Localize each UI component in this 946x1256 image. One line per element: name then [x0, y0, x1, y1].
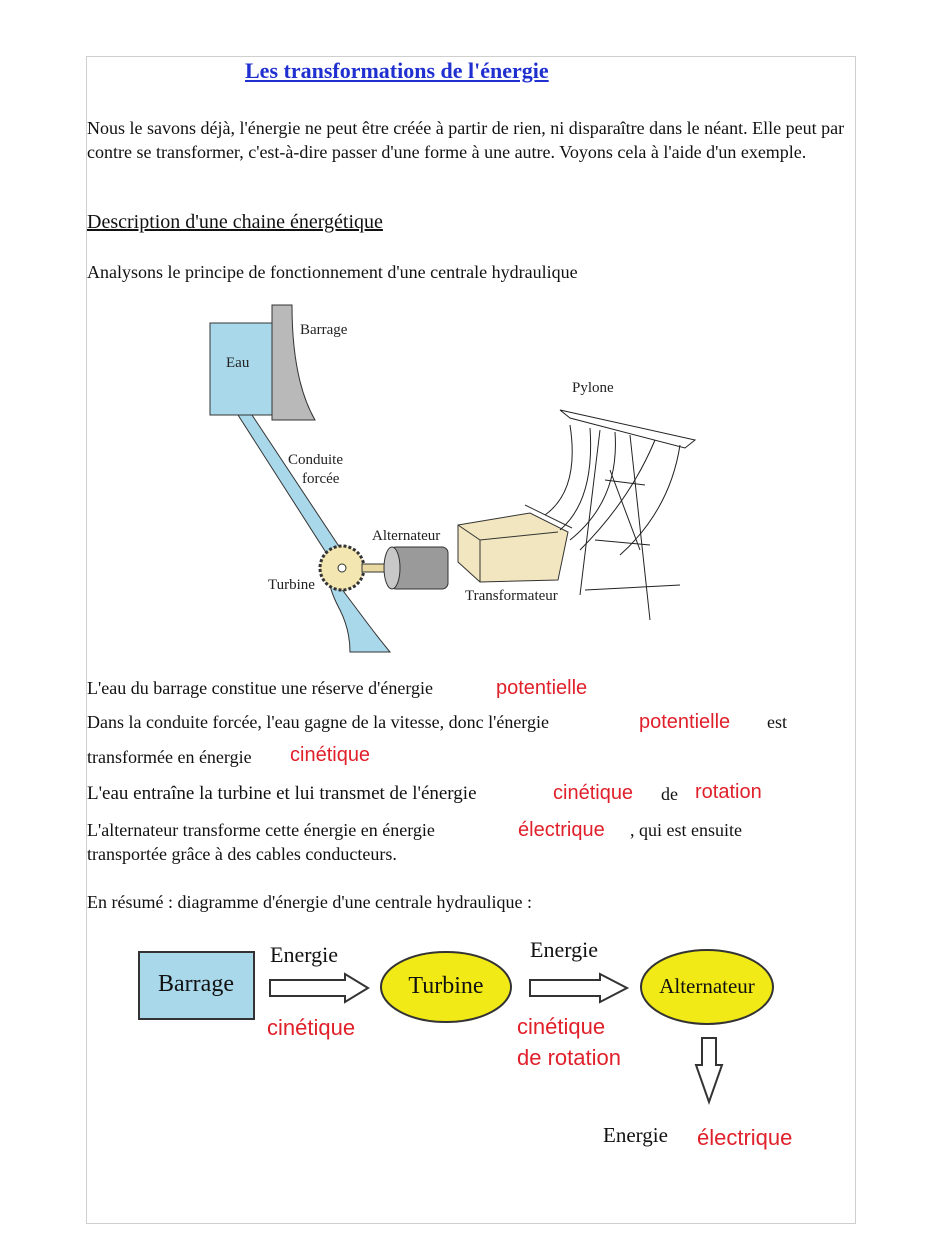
line-3-answer: cinétique	[290, 744, 371, 766]
line-2-end: est	[767, 712, 787, 732]
pylon-frame	[580, 430, 680, 620]
transformer-box	[458, 513, 568, 582]
flow-output-answer: électrique	[697, 1125, 793, 1150]
label-transformateur: Transformateur	[465, 588, 558, 604]
label-conduite-1: Conduite	[288, 452, 343, 468]
flow-box-barrage-label: Barrage	[158, 971, 234, 997]
flow-node-turbine-label: Turbine	[408, 973, 484, 999]
summary-text: En résumé : diagramme d'énergie d'une centrale hydraulique :	[87, 892, 532, 912]
flow-node-alternateur-label: Alternateur	[659, 974, 755, 998]
line-5-end: , qui est ensuite	[630, 820, 742, 840]
flow-arrow-2	[530, 974, 627, 1002]
line-2-answer: potentielle	[639, 711, 731, 733]
flow-arrow-down	[696, 1038, 722, 1102]
flow-arrow-2-label: Energie	[530, 937, 599, 962]
line-4-answer-2: rotation	[695, 781, 762, 803]
turbine-hub	[338, 564, 346, 572]
intro-paragraph: Nous le savons déjà, l'énergie ne peut être créée à partir de rien, ni disparaître dans le néant. Elle peut par contre se transformer, c'est-à-dire passer d'une forme à une autre. Voyons cela à l'aide d'un exemple.	[87, 118, 845, 162]
line-1-answer: potentielle	[496, 677, 588, 699]
hydro-plant-illustration	[200, 300, 710, 660]
flow-arrow-2-answer-1: cinétique	[517, 1014, 606, 1039]
label-turbine: Turbine	[268, 577, 315, 593]
flow-arrow-1-label: Energie	[270, 942, 339, 967]
line-5-text: L'alternateur transforme cette énergie en énergie	[87, 820, 435, 840]
line-2-text: Dans la conduite forcée, l'eau gagne de la vitesse, donc l'énergie	[87, 712, 549, 732]
line-4-answer: cinétique	[553, 782, 634, 804]
label-alternateur: Alternateur	[372, 528, 441, 544]
penstock-pipe	[238, 415, 348, 565]
analysis-text: Analysons le principe de fonctionnement d'une centrale hydraulique	[87, 262, 578, 282]
section-heading: Description d'une chaine énergétique	[87, 211, 383, 233]
energy-flow-diagram	[130, 930, 830, 1170]
line-4-mid: de	[661, 784, 678, 804]
label-pylone: Pylone	[572, 380, 614, 396]
alternator-face	[384, 547, 400, 589]
flow-arrow-1	[270, 974, 368, 1002]
flow-arrow-1-answer: cinétique	[267, 1015, 356, 1040]
flow-arrow-2-answer-2: de rotation	[517, 1045, 621, 1070]
page-title: Les transformations de l'énergie	[245, 58, 549, 83]
label-barrage: Barrage	[300, 322, 348, 338]
pylon-arm	[560, 410, 695, 448]
line-3-text: transformée en énergie	[87, 747, 252, 767]
label-conduite-2: forcée	[302, 471, 340, 487]
line-5-answer: électrique	[518, 819, 605, 841]
line-4-text: L'eau entraîne la turbine et lui transmet de l'énergie	[87, 783, 477, 804]
line-1-text: L'eau du barrage constitue une réserve d'énergie	[87, 678, 433, 698]
label-eau: Eau	[226, 355, 250, 371]
line-6-text: transportée grâce à des cables conducteurs.	[87, 844, 397, 864]
flow-output-label: Energie	[603, 1123, 668, 1147]
